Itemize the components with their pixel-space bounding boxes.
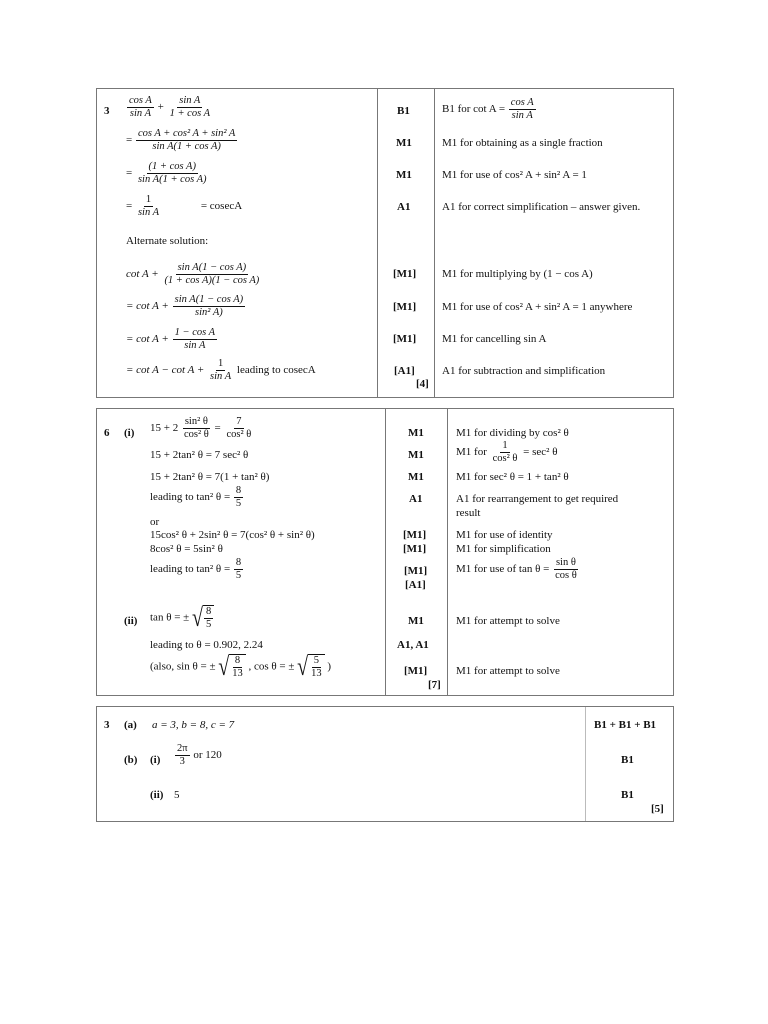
mark: M1 <box>408 471 424 483</box>
note: M1 for dividing by cos² θ <box>456 427 569 439</box>
mark: A1 <box>409 493 423 505</box>
working-line: (also, sin θ = ± √ $\frac{8}{13}$ , cos θ = ± √ $\frac{5}{13}$ ) <box>150 652 332 682</box>
mark: M1 <box>396 169 412 181</box>
mark: B1 + B1 + B1 <box>594 719 657 731</box>
note: M1 for attempt to solve <box>456 665 560 677</box>
mark: A1, A1 <box>397 639 429 651</box>
working-line: = $\frac{\text{cos A + cos² A + sin² A}}{\text{sin A(1 + cos A)}}$ <box>126 128 236 152</box>
note: A1 for subtraction and simplification <box>442 365 606 377</box>
working-line: 15cos² θ + 2sin² θ = 7(cos² θ + sin² θ) <box>150 529 315 541</box>
part-label: (b) <box>124 754 138 766</box>
mark: M1 <box>408 427 424 439</box>
working-line: = cot A − cot A + $\frac{1}{\text{sin A}}$ leading to cosecA <box>126 358 316 382</box>
working-line: cot A + $\frac{\text{sin A(1 − cos A)}}{\text{(1 + cos A)(1 − cos A)}}$ <box>126 262 260 286</box>
working-line: leading to tan² θ = $\frac{8}{5}$ <box>150 485 242 509</box>
part-label: (i) <box>150 754 161 766</box>
column-divider <box>377 89 378 397</box>
working-line: $\frac{\text{cos A}}{\text{sin A}}$ + $\frac{\text{sin A}}{\text{1 + cos A}}$ <box>129 95 211 119</box>
note: A1 for correct simplification – answer given. <box>442 201 641 213</box>
alternate-heading: Alternate solution: <box>126 235 209 247</box>
mark: M1 <box>408 449 424 461</box>
note: M1 for attempt to solve <box>456 615 560 627</box>
answer: 5 <box>174 789 180 801</box>
part-label: (ii) <box>150 789 164 801</box>
mark: [A1] <box>394 365 415 377</box>
mark: B1 <box>397 105 410 117</box>
note: M1 for sec² θ = 1 + tan² θ <box>456 471 569 483</box>
working-line: = $\frac{1}{\text{sin A}}$ = cosecA <box>126 194 243 218</box>
mark: M1 <box>396 137 412 149</box>
note: M1 for use of identity <box>456 529 553 541</box>
question-number: 3 <box>104 105 110 117</box>
mark: [M1] <box>393 333 417 345</box>
column-divider <box>434 89 435 397</box>
note: A1 for rearrangement to get required <box>456 493 619 505</box>
answer: a = 3, b = 8, c = 7 <box>152 719 235 731</box>
question-number: 6 <box>104 427 110 439</box>
answer: $\frac{2\pi}{3}$ or 120 <box>177 743 222 767</box>
note: B1 for cot A = $\frac{\text{cos A}}{\text{sin A}}$ <box>442 97 534 121</box>
working-line: tan θ = ± √ $\frac{8}{5}$ <box>150 605 214 631</box>
working-line: = cot A + $\frac{\text{1 − cos A}}{\text{sin A}}$ <box>126 327 216 351</box>
mark: [M1] <box>404 565 428 577</box>
total-marks: [5] <box>651 803 664 815</box>
note: M1 for obtaining as a single fraction <box>442 137 603 149</box>
note: M1 for multiplying by (1 − cos A) <box>442 268 593 280</box>
note: M1 for use of cos² A + sin² A = 1 anywhere <box>442 301 633 313</box>
mark: [M1] <box>393 301 417 313</box>
mark: A1 <box>397 201 411 213</box>
note: M1 for use of cos² A + sin² A = 1 <box>442 169 587 181</box>
mark: [M1] <box>404 665 428 677</box>
working-line: 15 + 2tan² θ = 7(1 + tan² θ) <box>150 471 270 483</box>
mark: [M1] <box>403 529 427 541</box>
mark: [M1] <box>393 268 417 280</box>
note: M1 for use of tan θ = $\frac{\text{sin θ}}{\text{cos θ}}$ <box>456 557 577 581</box>
working-line: leading to θ = 0.902, 2.24 <box>150 639 263 651</box>
note: M1 for $\frac{1}{\text{cos² θ}}$ = sec² θ <box>456 440 558 464</box>
part-label: (ii) <box>124 615 138 627</box>
working-line: = $\frac{\text{(1 + cos A)}}{\text{sin A(1 + cos A)}}$ <box>126 161 207 185</box>
working-line: or <box>150 516 160 528</box>
working-line: = cot A + $\frac{\text{sin A(1 − cos A)}}{\text{sin² A)}}$ <box>126 294 244 318</box>
total-marks: [7] <box>428 679 441 691</box>
column-divider <box>385 409 386 695</box>
part-label: (i) <box>124 427 135 439</box>
question-number: 3 <box>104 719 110 731</box>
mark: B1 <box>621 789 634 801</box>
note: M1 for cancelling sin A <box>442 333 547 345</box>
mark: B1 <box>621 754 634 766</box>
working-line: 8cos² θ = 5sin² θ <box>150 543 223 555</box>
column-divider <box>585 707 586 821</box>
mark: [A1] <box>405 579 426 591</box>
working-line: 15 + 2tan² θ = 7 sec² θ <box>150 449 249 461</box>
part-label: (a) <box>124 719 137 731</box>
mark: M1 <box>408 615 424 627</box>
mark: [M1] <box>403 543 427 555</box>
working-line: leading to tan² θ = $\frac{8}{5}$ <box>150 557 242 581</box>
note: result <box>456 507 481 519</box>
column-divider <box>447 409 448 695</box>
total-marks: [4] <box>416 378 429 390</box>
note: M1 for simplification <box>456 543 551 555</box>
working-line: 15 + 2 $\frac{\text{sin² θ}}{\text{cos² θ}}$ = $\frac{7}{\text{cos² θ}}$ <box>150 416 252 440</box>
